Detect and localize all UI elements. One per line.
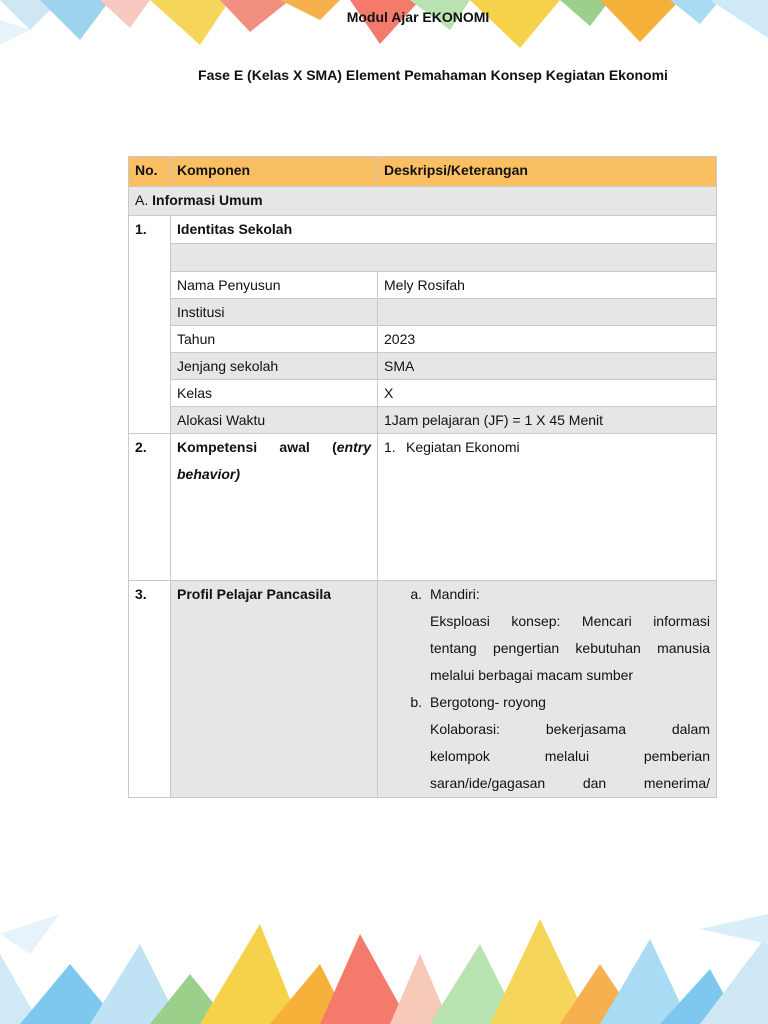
kompetensi-awal-line1 (177, 434, 371, 461)
kompetensi-awal-text: Kompetensi awal ( (177, 439, 337, 455)
field-value: 1Jam pelajaran (JF) = 1 X 45 Menit (378, 407, 717, 434)
paragraph-line: tentang pengertian kebutuhan manusia (430, 640, 710, 656)
modul-table (128, 156, 717, 798)
paragraph-line: kelompok melalui pemberian (430, 748, 710, 764)
table-row (129, 380, 717, 407)
table-row (129, 299, 717, 326)
kompetensi-awal-desc (378, 434, 717, 581)
field-label: Institusi (171, 299, 378, 326)
table-row (129, 353, 717, 380)
row-number: 3. (129, 581, 171, 798)
section-a-label: Informasi Umum (152, 192, 263, 208)
list-marker: b. (410, 694, 422, 710)
field-label: Nama Penyusun (171, 272, 378, 299)
field-value: SMA (378, 353, 717, 380)
field-value: Mely Rosifah (378, 272, 717, 299)
empty-grey-cell (171, 244, 717, 272)
header-komponen: Komponen (171, 157, 378, 187)
field-value (378, 299, 717, 326)
profil-pelajar-desc (378, 581, 717, 798)
list-marker: a. (410, 586, 422, 602)
field-value: X (378, 380, 717, 407)
row-number: 1. (129, 216, 171, 434)
section-a-letter: A. (135, 192, 149, 208)
paragraph-line: saran/ide/gagasan dan menerima/ (430, 775, 710, 791)
bottom-decorative-banner (0, 914, 768, 1024)
field-label: Kelas (171, 380, 378, 407)
header-no: No. (129, 157, 171, 187)
profil-pelajar-label: Profil Pelajar Pancasila (171, 581, 378, 798)
kompetensi-awal-label (171, 434, 378, 581)
field-label: Alokasi Waktu (171, 407, 378, 434)
list-item (384, 434, 710, 460)
list-item (384, 689, 710, 716)
list-item (384, 581, 710, 608)
table-row (129, 272, 717, 299)
list-item-paragraph (384, 716, 710, 797)
list-item-title: Mandiri: (430, 586, 480, 602)
section-a-heading (129, 187, 717, 216)
kompetensi-awal-line2: behavior) (177, 466, 241, 482)
document-subtitle: Fase E (Kelas X SMA) Element Pemahaman Konsep Kegiatan Ekonomi (198, 67, 668, 83)
identitas-sekolah-heading: Identitas Sekolah (171, 216, 717, 244)
table-row (129, 581, 717, 798)
row-number: 2. (129, 434, 171, 581)
list-item-title: Bergotong- royong (430, 694, 546, 710)
paragraph-line: Kolaborasi: bekerjasama dalam (430, 721, 710, 737)
table-row (129, 407, 717, 434)
list-marker: 1. (384, 439, 396, 455)
field-value: 2023 (378, 326, 717, 353)
table-row (129, 244, 717, 272)
kompetensi-awal-italic: entry (336, 439, 371, 455)
list-item-text: Kegiatan Ekonomi (406, 439, 520, 455)
section-a-row (129, 187, 717, 216)
list-item-paragraph (384, 608, 710, 689)
header-deskripsi: Deskripsi/Keterangan (378, 157, 717, 187)
table-header-row (129, 157, 717, 187)
top-decorative-banner (0, 0, 768, 50)
paragraph-line: melalui berbagai macam sumber (430, 667, 634, 683)
document-title: Modul Ajar EKONOMI (346, 9, 490, 25)
table-row (129, 216, 717, 244)
field-label: Jenjang sekolah (171, 353, 378, 380)
table-row (129, 326, 717, 353)
field-label: Tahun (171, 326, 378, 353)
paragraph-line: Eksploasi konsep: Mencari informasi (430, 613, 710, 629)
table-row (129, 434, 717, 581)
